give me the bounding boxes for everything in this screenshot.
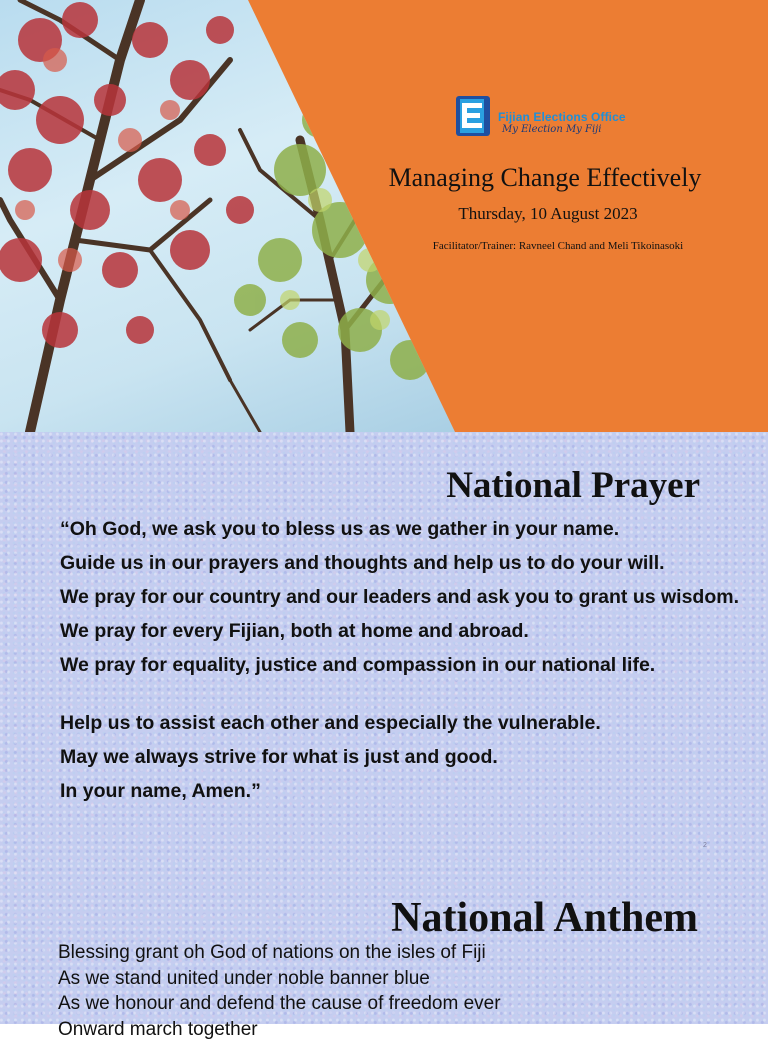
- slide-title: Managing Change Effectively: [330, 163, 760, 193]
- prayer-line: We pray for every Fijian, both at home and abroad.: [60, 618, 740, 644]
- prayer-text: [60, 516, 740, 812]
- anthem-line: Onward march together: [58, 1017, 758, 1042]
- prayer-heading: National Prayer: [446, 464, 700, 507]
- anthem-text: [58, 940, 758, 1042]
- facilitator-line: Facilitator/Trainer: Ravneel Chand and Meli Tikoinasoki: [330, 240, 768, 252]
- anthem-line: As we honour and defend the cause of freedom ever: [58, 991, 758, 1017]
- prayer-line: In your name, Amen.”: [60, 778, 740, 804]
- slide-date: Thursday, 10 August 2023: [330, 204, 766, 224]
- logo-name: Fijian Elections Office: [498, 110, 626, 124]
- prayer-line: “Oh God, we ask you to bless us as we gather in your name.: [60, 516, 740, 542]
- prayer-line: Help us to assist each other and especially the vulnerable.: [60, 710, 740, 736]
- prayer-line: Guide us in our prayers and thoughts and help us to do your will.: [60, 550, 740, 576]
- fijian-elections-office-logo: [454, 94, 654, 142]
- anthem-line: Blessing grant oh God of nations on the isles of Fiji: [58, 940, 758, 966]
- page-number: 2: [703, 842, 707, 849]
- prayer-line: May we always strive for what is just and good.: [60, 744, 740, 770]
- national-anthem-slide: [0, 864, 768, 1024]
- prayer-line: We pray for our country and our leaders and ask you to grant us wisdom.: [60, 584, 740, 610]
- prayer-line: We pray for equality, justice and compassion in our national life.: [60, 652, 740, 678]
- stanza-gap: [60, 686, 740, 710]
- national-prayer-slide: [0, 432, 768, 864]
- anthem-line: As we stand united under noble banner blue: [58, 966, 758, 992]
- title-slide: [0, 0, 768, 432]
- anthem-heading: National Anthem: [391, 894, 698, 942]
- feo-logo-mark-icon: [454, 94, 492, 138]
- logo-tagline: My Election My Fiji: [502, 124, 601, 135]
